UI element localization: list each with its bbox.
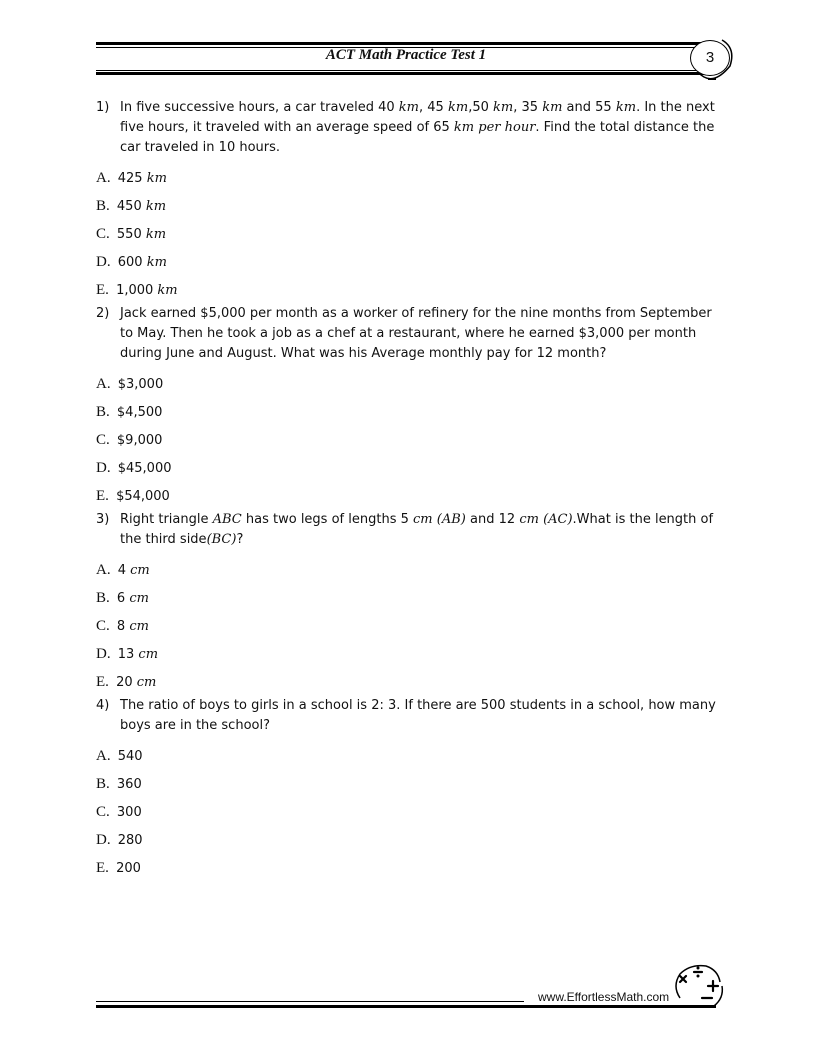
header-rule-bottom-thin <box>96 70 716 71</box>
choice-3d[interactable]: D. 13 cm <box>96 646 159 662</box>
question-number: 1) <box>96 100 110 115</box>
choices-4 <box>96 742 722 882</box>
choice-3c[interactable]: C. 8 cm <box>96 618 149 634</box>
choice-3e[interactable]: E. 20 cm <box>96 674 157 690</box>
question-3 <box>96 510 722 550</box>
choices-3 <box>96 556 722 696</box>
choice-2b[interactable]: B. $4,500 <box>96 404 163 420</box>
footer-url[interactable]: www.EffortlessMath.com <box>538 990 670 1004</box>
footer-rule-thin <box>96 1001 524 1002</box>
page-number-badge <box>690 40 730 76</box>
choice-4e[interactable]: E. 200 <box>96 860 141 876</box>
choice-3b[interactable]: B. 6 cm <box>96 590 149 606</box>
choice-4c[interactable]: C. 300 <box>96 804 142 820</box>
question-text: Right triangle ABC has two legs of lengths 5 cm (AB) and 12 cm (AC).What is the length of the third side(BC)? <box>120 512 714 547</box>
choices-2 <box>96 370 722 510</box>
choice-1a[interactable]: A. 425 km <box>96 170 167 186</box>
page-title: ACT Math Practice Test 1 <box>325 47 487 63</box>
choice-2a[interactable]: A. $3,000 <box>96 376 164 392</box>
question-text: In five successive hours, a car traveled 40 km, 45 km,50 km, 35 km and 55 km. In the next five hours, it traveled with an average speed of 65 km per hour. Find the total distance the car traveled in 10 hours. <box>120 100 715 155</box>
math-symbols-icon <box>670 960 726 1010</box>
question-number: 4) <box>96 698 110 713</box>
choice-2d[interactable]: D. $45,000 <box>96 460 172 476</box>
header-rule-bottom-thick <box>96 72 716 75</box>
header-rule-top-thick <box>96 42 716 45</box>
choice-4a[interactable]: A. 540 <box>96 748 143 764</box>
choice-4b[interactable]: B. 360 <box>96 776 142 792</box>
question-text: The ratio of boys to girls in a school is 2: 3. If there are 500 students in a school, how many boys are in the school? <box>120 698 716 733</box>
page-number: 3 <box>705 49 715 66</box>
question-1 <box>96 98 722 158</box>
choices-1 <box>96 164 722 304</box>
choice-2c[interactable]: C. $9,000 <box>96 432 163 448</box>
question-2 <box>96 304 722 364</box>
footer-rule-thick <box>96 1005 716 1008</box>
choice-1c[interactable]: C. 550 km <box>96 226 167 242</box>
questions-list <box>96 98 722 882</box>
choice-4d[interactable]: D. 280 <box>96 832 143 848</box>
question-4 <box>96 696 722 736</box>
choice-1e[interactable]: E. 1,000 km <box>96 282 178 298</box>
question-number: 2) <box>96 306 110 321</box>
question-text: Jack earned $5,000 per month as a worker of refinery for the nine months from September to May. Then he took a job as a chef at a restaurant, where he earned $3,000 per month during June and August. What was his Average monthly pay for 12 month? <box>120 306 712 361</box>
choice-2e[interactable]: E. $54,000 <box>96 488 170 504</box>
choice-3a[interactable]: A. 4 cm <box>96 562 150 578</box>
choice-1d[interactable]: D. 600 km <box>96 254 167 270</box>
question-number: 3) <box>96 512 110 527</box>
choice-1b[interactable]: B. 450 km <box>96 198 167 214</box>
